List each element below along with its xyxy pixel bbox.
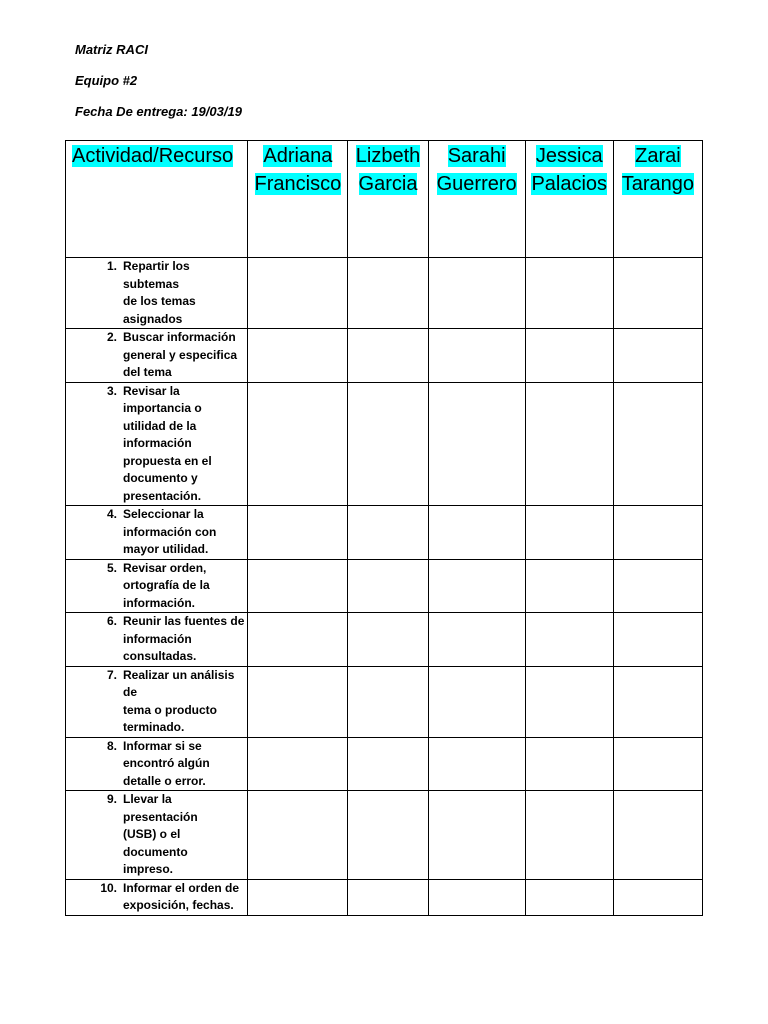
- assignment-cell[interactable]: [613, 879, 702, 915]
- activity-text: [123, 667, 247, 737]
- activity-text-line: (USB) o el documento: [123, 827, 188, 859]
- assignment-cell[interactable]: [248, 329, 348, 383]
- person-last-name: Palacios: [531, 173, 608, 195]
- activity-text-line: exposición, fechas.: [123, 898, 234, 912]
- activity-text-line: asignados: [123, 311, 183, 326]
- activity-number: 1.: [106, 259, 117, 273]
- activity-text-line: Seleccionar la: [123, 507, 204, 521]
- activity-text-line: mayor utilidad.: [123, 542, 209, 556]
- corner-header-label: Actividad/Recurso: [72, 145, 234, 167]
- activity-text-line: terminado.: [123, 720, 185, 734]
- assignment-cell[interactable]: [525, 613, 613, 667]
- activity-row: [66, 666, 703, 737]
- assignment-cell[interactable]: [348, 382, 428, 506]
- activity-text: [123, 880, 247, 915]
- activity-text-line: información: [123, 436, 192, 450]
- assignment-cell[interactable]: [613, 329, 702, 383]
- activity-cell: [66, 613, 248, 667]
- activity-text-line: información.: [123, 595, 196, 610]
- activity-text: [123, 258, 247, 328]
- assignment-cell[interactable]: [348, 666, 428, 737]
- activity-text-line: ortografía de la: [123, 578, 210, 592]
- activity-cell: [66, 559, 248, 613]
- activity-number: 5.: [106, 560, 117, 575]
- activity-row: [66, 791, 703, 880]
- document-title: Matriz RACI: [75, 42, 148, 57]
- activity-number: 8.: [106, 738, 117, 753]
- person-header: [248, 141, 348, 258]
- activity-text-line: importancia o: [123, 401, 202, 415]
- header-row: [66, 141, 703, 258]
- activity-text-line: Reunir las fuentes de: [123, 614, 245, 628]
- assignment-cell[interactable]: [525, 879, 613, 915]
- activity-text-line: Buscar información: [123, 330, 236, 344]
- assignment-cell[interactable]: [428, 613, 525, 667]
- assignment-cell[interactable]: [428, 666, 525, 737]
- activity-rows: [66, 258, 703, 916]
- assignment-cell[interactable]: [348, 879, 428, 915]
- assignment-cell[interactable]: [428, 258, 525, 329]
- activity-text-line: presentación.: [123, 488, 202, 503]
- assignment-cell[interactable]: [348, 737, 428, 791]
- activity-cell: [66, 382, 248, 506]
- assignment-cell[interactable]: [525, 666, 613, 737]
- assignment-cell[interactable]: [613, 559, 702, 613]
- assignment-cell[interactable]: [348, 258, 428, 329]
- assignment-cell[interactable]: [248, 613, 348, 667]
- assignment-cell[interactable]: [613, 791, 702, 880]
- activity-text: [123, 329, 247, 382]
- activity-cell: [66, 506, 248, 560]
- activity-text-line: Revisar la: [123, 383, 180, 398]
- activity-number: 4.: [106, 507, 117, 521]
- activity-row: [66, 382, 703, 506]
- activity-cell: [66, 666, 248, 737]
- assignment-cell[interactable]: [348, 613, 428, 667]
- activity-text-line: general y especifica: [123, 347, 238, 362]
- person-first-name: Lizbeth: [355, 145, 421, 167]
- activity-text-line: de los temas: [123, 294, 196, 308]
- assignment-cell[interactable]: [248, 258, 348, 329]
- due-date-label: Fecha De entrega: 19/03/19: [75, 104, 242, 119]
- activity-text-line: detalle o error.: [123, 773, 206, 788]
- assignment-cell[interactable]: [428, 382, 525, 506]
- person-first-name: Zarai: [635, 145, 681, 167]
- activity-text-line: propuesta en el: [123, 453, 212, 468]
- activity-cell: [66, 737, 248, 791]
- activity-text-line: Informar el orden de: [123, 880, 240, 895]
- assignment-cell[interactable]: [525, 329, 613, 383]
- assignment-cell[interactable]: [248, 791, 348, 880]
- person-last-name: Francisco: [254, 173, 342, 195]
- activity-text-line: Realizar un análisis de: [123, 667, 235, 699]
- activity-text: [123, 560, 247, 613]
- person-header: [525, 141, 613, 258]
- team-label: Equipo #2: [75, 73, 138, 88]
- assignment-cell[interactable]: [348, 506, 428, 560]
- activity-number: 7.: [106, 667, 117, 682]
- raci-table: [65, 140, 703, 916]
- activity-text-line: tema o producto: [123, 702, 218, 717]
- assignment-cell[interactable]: [248, 737, 348, 791]
- person-header: [613, 141, 702, 258]
- person-last-name: Tarango: [621, 173, 695, 195]
- person-last-name: Guerrero: [436, 173, 517, 195]
- activity-row: [66, 329, 703, 383]
- assignment-cell[interactable]: [525, 791, 613, 880]
- activity-text-line: encontró algún: [123, 756, 210, 770]
- activity-cell: [66, 791, 248, 880]
- activity-cell: [66, 329, 248, 383]
- assignment-cell[interactable]: [613, 382, 702, 506]
- assignment-cell[interactable]: [525, 737, 613, 791]
- activity-text-line: del tema: [123, 365, 172, 379]
- person-first-name: Sarahi: [447, 145, 506, 167]
- activity-number: 9.: [106, 792, 117, 806]
- assignment-cell[interactable]: [428, 506, 525, 560]
- activity-text-line: información con: [123, 524, 217, 539]
- activity-text: [123, 506, 247, 559]
- activity-cell: [66, 258, 248, 329]
- assignment-cell[interactable]: [428, 791, 525, 880]
- activity-text-line: Repartir los subtemas: [123, 259, 190, 291]
- assignment-cell[interactable]: [428, 737, 525, 791]
- assignment-cell[interactable]: [428, 559, 525, 613]
- assignment-cell[interactable]: [428, 879, 525, 915]
- activity-row: [66, 559, 703, 613]
- activity-cell: [66, 879, 248, 915]
- person-first-name: Jessica: [535, 145, 603, 167]
- assignment-cell[interactable]: [613, 506, 702, 560]
- activity-number: 10.: [100, 880, 117, 895]
- activity-text: [123, 738, 247, 791]
- assignment-cell[interactable]: [525, 382, 613, 506]
- activity-row: [66, 506, 703, 560]
- activity-row: [66, 737, 703, 791]
- assignment-cell[interactable]: [613, 666, 702, 737]
- activity-text: [123, 791, 247, 879]
- activity-number: 6.: [106, 614, 117, 628]
- activity-text-line: información: [123, 631, 192, 646]
- activity-text-line: Llevar la presentación: [123, 792, 198, 824]
- activity-number: 2.: [106, 330, 117, 344]
- assignment-cell[interactable]: [525, 559, 613, 613]
- assignment-cell[interactable]: [248, 382, 348, 506]
- activity-text-line: documento y: [123, 471, 198, 485]
- assignment-cell[interactable]: [428, 329, 525, 383]
- activity-text: [123, 383, 247, 506]
- assignment-cell[interactable]: [248, 559, 348, 613]
- assignment-cell[interactable]: [348, 791, 428, 880]
- person-header: [428, 141, 525, 258]
- activity-text-line: consultadas.: [123, 649, 197, 663]
- assignment-cell[interactable]: [525, 506, 613, 560]
- assignment-cell[interactable]: [613, 258, 702, 329]
- assignment-cell[interactable]: [613, 613, 702, 667]
- activity-text-line: Informar si se: [123, 738, 202, 753]
- assignment-cell[interactable]: [348, 329, 428, 383]
- assignment-cell[interactable]: [613, 737, 702, 791]
- assignment-cell[interactable]: [248, 879, 348, 915]
- activity-row: [66, 879, 703, 915]
- activity-number: 3.: [106, 383, 117, 398]
- activity-text: [123, 613, 247, 666]
- assignment-cell[interactable]: [525, 258, 613, 329]
- activity-text-line: impreso.: [123, 862, 174, 876]
- corner-header: [66, 141, 248, 258]
- activity-text-line: Revisar orden,: [123, 560, 207, 575]
- assignment-cell[interactable]: [348, 559, 428, 613]
- assignment-cell[interactable]: [248, 666, 348, 737]
- person-last-name: Garcia: [358, 173, 418, 195]
- activity-text-line: utilidad de la: [123, 418, 197, 433]
- activity-row: [66, 258, 703, 329]
- assignment-cell[interactable]: [248, 506, 348, 560]
- activity-row: [66, 613, 703, 667]
- person-first-name: Adriana: [263, 145, 333, 167]
- person-header: [348, 141, 428, 258]
